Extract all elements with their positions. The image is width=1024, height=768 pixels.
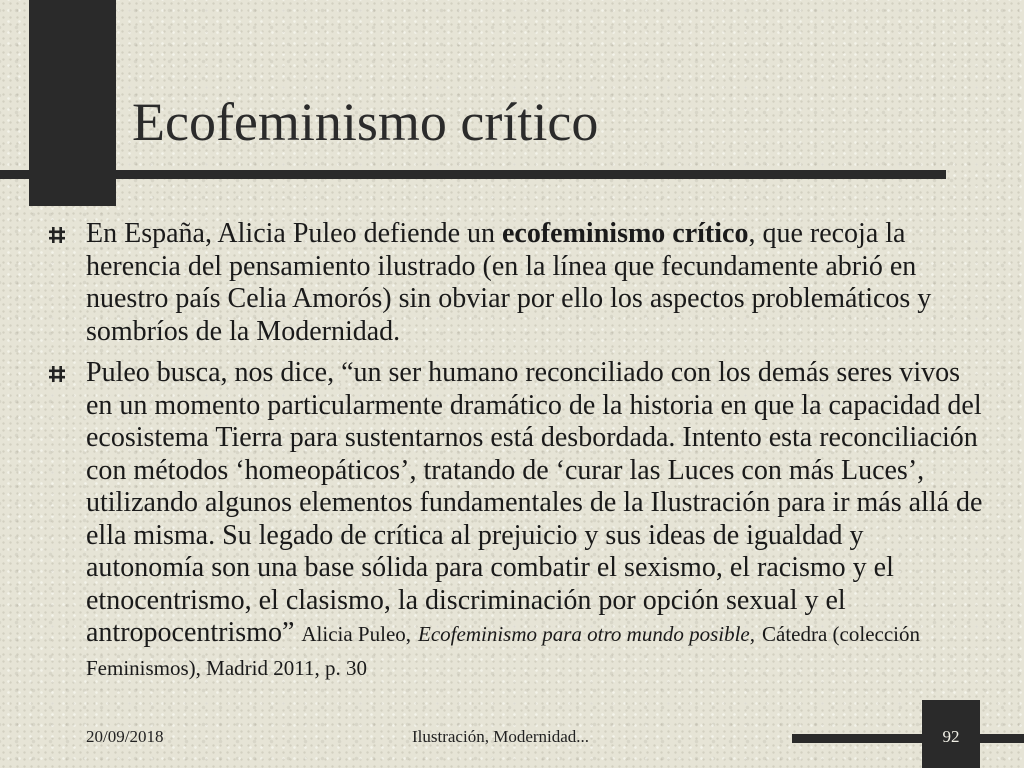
bullet-paragraph-1 [86, 218, 986, 348]
hash-bullet-icon [48, 365, 66, 383]
bullet-1-emphasis: ecofeminismo crítico [502, 218, 749, 249]
decorative-line-top [0, 170, 946, 179]
bullet-1-text-after: , que recoja la herencia del pensamiento ilustrado (en la línea que fecundamente abrió en nuestro país Celia Amorós) sin obviar por ello los aspectos problemáticos y sombríos de la Modernidad. [86, 218, 932, 347]
bullet-2-quote: Puleo busca, nos dice, “un ser humano reconciliado con los demás seres vivos en un momento particularmente dramático de la historia en que la capacidad del ecosistema Tierra para sustentarnos está desbordada. Intento esta reconciliación con métodos ‘homeopáticos’, tratando de ‘curar las Luces con más Luces’, utilizando algunos elementos fundamentales de la Ilustración para ir más allá de ella misma. Su legado de crítica al prejuicio y sus ideas de igualdad y autonomía son una base sólida para combatir el sexismo, el racismo y el etnocentrismo, el clasismo, la discriminación por opción sexual y el antropocentrismo” [86, 357, 983, 648]
citation-work: Ecofeminismo para otro mundo posible, [418, 622, 755, 646]
hash-bullet-icon [48, 226, 66, 244]
citation-details: Cátedra (colección Feminismos), Madrid 2011, p. 30 [86, 622, 920, 680]
bullet-paragraph-2 [86, 357, 986, 684]
footer-date: 20/09/2018 [86, 727, 164, 746]
page-number: 92 [942, 727, 960, 746]
decorative-line-bottom [792, 734, 1024, 743]
footer-title: Ilustración, Modernidad... [412, 727, 590, 746]
citation-author: Alicia Puleo, [301, 622, 412, 646]
bullet-1-text-before: En España, Alicia Puleo defiende un [86, 218, 502, 249]
slide-title: Ecofeminismo crítico [132, 92, 599, 152]
